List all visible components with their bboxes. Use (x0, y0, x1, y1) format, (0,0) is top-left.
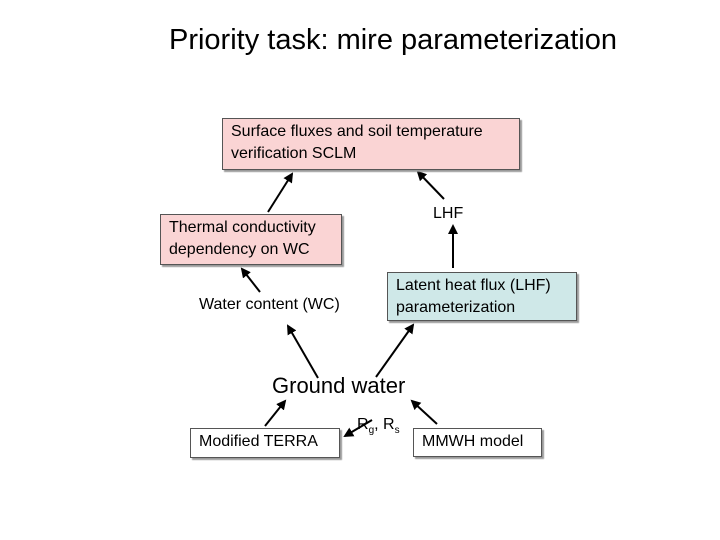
arrow-mmwh-to-groundwater (412, 401, 437, 424)
page-title: Priority task: mire parameterization (168, 24, 618, 56)
rs-symbol: R (383, 416, 395, 433)
arrow-wc-to-thermal (242, 269, 260, 292)
arrow-lhflabel-to-surface (418, 172, 444, 199)
rg-rs-separator: , (374, 416, 384, 433)
arrow-groundwater-to-wc (288, 326, 318, 378)
label-water-content: Water content (WC) (199, 296, 340, 313)
label-ground-water: Ground water (272, 373, 406, 398)
arrow-thermal-to-surface (268, 174, 292, 212)
arrow-terra-to-groundwater (265, 401, 285, 426)
label-lhf: LHF (433, 205, 464, 222)
rg-symbol: R (357, 416, 369, 433)
label-rg-rs (357, 414, 400, 442)
rg-subscript: g (368, 425, 375, 437)
node-lhf-parameterization: Latent heat flux (LHF) parameterization (387, 272, 577, 321)
node-modified-terra: Modified TERRA (190, 428, 340, 458)
node-mmwh-model: MMWH model (413, 428, 542, 457)
node-thermal-conductivity: Thermal conductivity dependency on WC (160, 214, 342, 265)
arrow-groundwater-to-lhfparam (376, 325, 413, 377)
node-surface-fluxes: Surface fluxes and soil temperature verification SCLM (222, 118, 520, 170)
rs-subscript: s (394, 425, 400, 437)
